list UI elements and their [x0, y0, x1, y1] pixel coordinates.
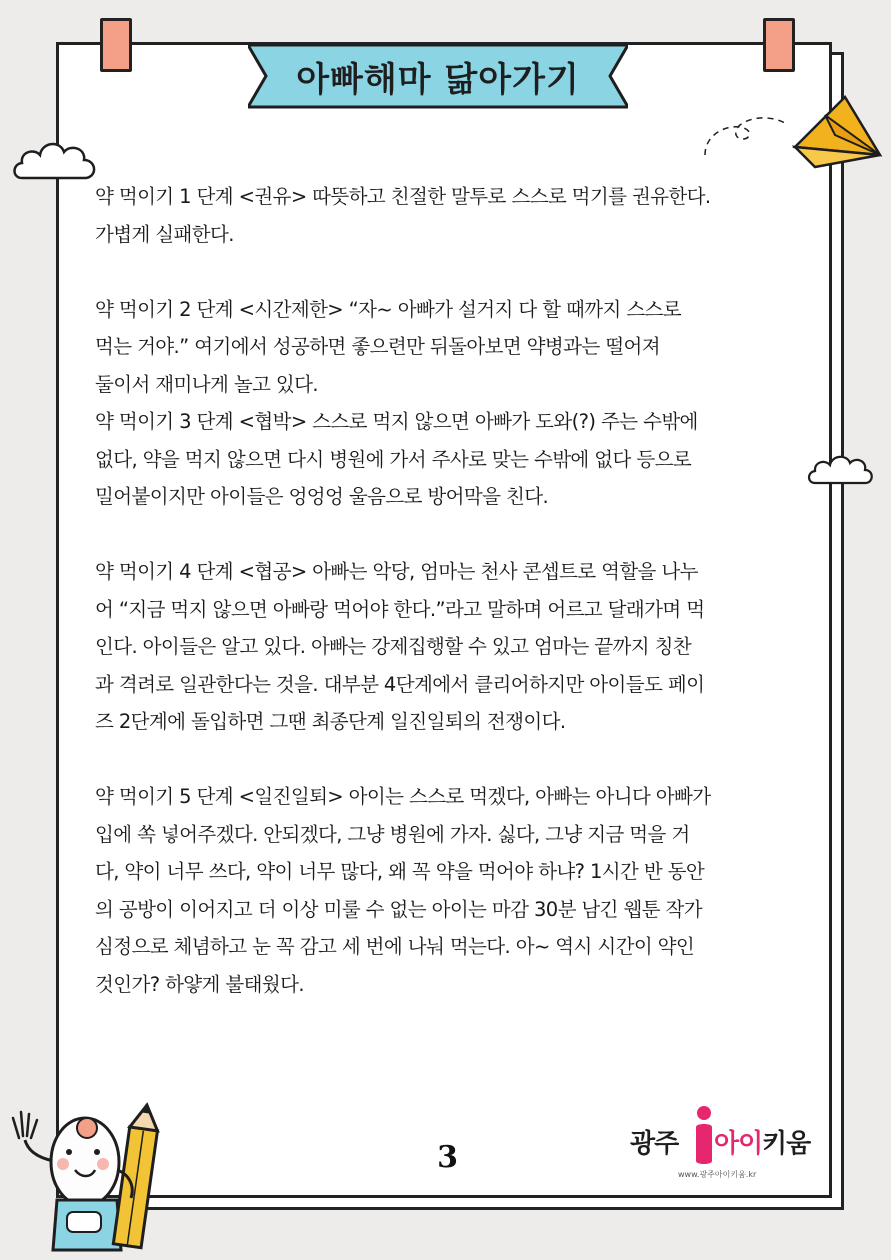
mascot-illustration	[5, 1100, 165, 1260]
logo-text-kium: 키움	[762, 1129, 811, 1159]
logo-text-gwangju: 광주	[630, 1129, 679, 1159]
gwangju-aikium-logo	[630, 1105, 815, 1185]
left-tab	[100, 18, 132, 72]
paragraph-step-5: 약 먹이기 5 단계 <일진일퇴> 아이는 스스로 먹겠다, 아빠는 아니다 아빠가 입에 쏙 넣어주겠다. 안되겠다, 그냥 병원에 가자. 싫다, 그냥 지금 먹을 거 다, 약이 너무 쓰다, 약이 너무 많다, 왜 꼭 약을 먹어야 하냐? 1시간 반 동안 의 공방이 이어지고 더 이상 미룰 수 없는 아이는 마감 30분 남긴 웹툰 작가 심정으로 체념하고 눈 꼭 감고 세 번에 나눠 먹는다. 아~ 역시 시간이 약인 것인가? 하얗게 불태웠다.	[95, 785, 711, 996]
page-title: 아빠해마 닮아가기	[296, 59, 580, 100]
paragraph-step-2-3: 약 먹이기 2 단계 <시간제한> “자~ 아빠가 설거지 다 할 때까지 스스로 먹는 거야.” 여기에서 성공하면 좋으련만 뒤돌아보면 약병과는 떨어져 둘이서 재미나게 놀고 있다. 약 먹이기 3 단계 <협박> 스스로 먹지 않으면 아빠가 도와(?) 주는 수밖에 없다, 약을 먹지 않으면 다시 병원에 가서 주사로 맞는 수밖에 없다 등으로 밀어붙이지만 아이들은 엉엉엉 울음으로 방어막을 친다.	[95, 297, 698, 508]
logo-url: www.광주아이키움.kr	[678, 1170, 757, 1179]
title-banner	[248, 43, 628, 109]
page-number: 3	[437, 1140, 458, 1175]
paragraph-step-4: 약 먹이기 4 단계 <협공> 아빠는 악당, 엄마는 천사 콘셉트로 역할을 나누 어 “지금 먹지 않으면 아빠랑 먹어야 한다.”라고 말하며 어르고 달래가며 먹 인다. 아이들은 알고 있다. 아빠는 강제집행할 수 있고 엄마는 끝까지 칭찬 과 격려로 일관한다는 것을. 대부분 4단계에서 클리어하지만 아이들도 페이 즈 2단계에 돌입하면 그땐 최종단계 일진일퇴의 전쟁이다.	[95, 560, 705, 733]
right-tab	[763, 18, 795, 72]
logo-figure-icon	[692, 1105, 716, 1167]
cloud-icon	[805, 445, 875, 493]
paragraph-step-1: 약 먹이기 1 단계 <권유> 따뜻하고 친절한 말투로 스스로 먹기를 권유한다. 가볍게 실패한다.	[95, 185, 711, 246]
cloud-icon	[10, 130, 100, 190]
logo-text-ai: 아이	[714, 1129, 763, 1159]
paper-plane-icon	[695, 95, 891, 175]
article-body	[95, 178, 805, 1003]
